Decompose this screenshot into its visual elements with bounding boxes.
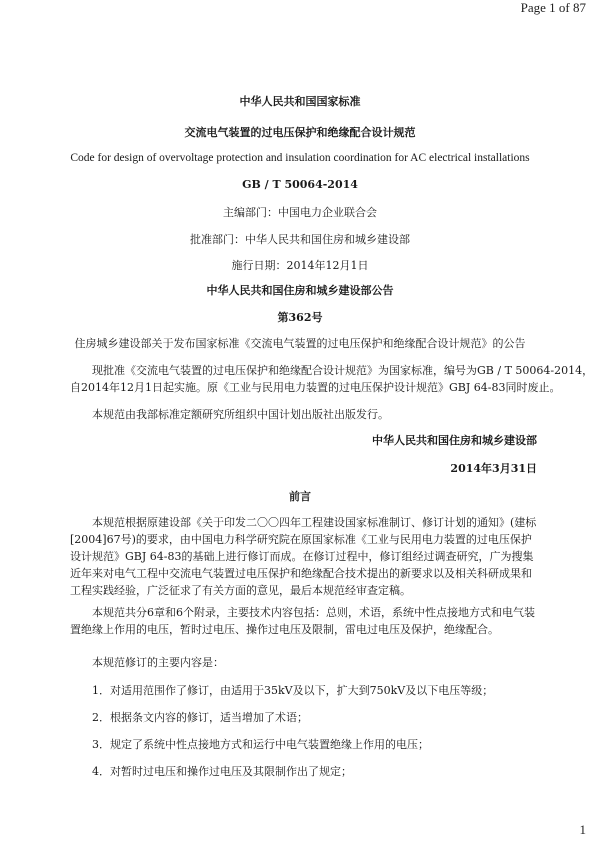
announcement-body-line-2: 自2014年12月1日起实施。原《工业与民用电力装置的过电压保护设计规范》GBJ 64-83同时废止。 bbox=[70, 381, 561, 394]
document-title-english: Code for design of overvoltage protection and insulation coordination for AC electrical installations bbox=[70, 152, 530, 164]
effective-date: 施行日期：2014年12月1日 bbox=[231, 259, 369, 272]
page-number: 1 bbox=[579, 822, 586, 837]
publish-note: 本规范由我部标准定额研究所组织中国计划出版社出版发行。 bbox=[92, 408, 389, 421]
preface-heading: 前言 bbox=[289, 490, 311, 503]
editor-department: 主编部门：中国电力企业联合会 bbox=[223, 206, 377, 219]
signing-date: 2014年3月31日 bbox=[450, 462, 537, 475]
announcement-body-line-1: 现批准《交流电气装置的过电压保护和绝缘配合设计规范》为国家标准，编号为GB / T 50064-2014， bbox=[92, 364, 594, 377]
approval-department: 批准部门：中华人民共和国住房和城乡建设部 bbox=[190, 233, 410, 246]
list-item: 1．对适用范围作了修订，由适用于35kV及以下，扩大到750kV及以下电压等级； bbox=[92, 684, 494, 697]
document-title: 交流电气装置的过电压保护和绝缘配合设计规范 bbox=[184, 126, 416, 139]
list-item: 2．根据条文内容的修订，适当增加了术语； bbox=[92, 711, 308, 724]
list-item: 3．规定了系统中性点接地方式和运行中电气装置绝缘上作用的电压； bbox=[92, 738, 429, 751]
signer: 中华人民共和国住房和城乡建设部 bbox=[372, 434, 537, 447]
list-item: 4．对暂时过电压和操作过电压及其限制作出了规定； bbox=[92, 765, 352, 778]
preface-paragraph-2: 本规范共分6章和6个附录，主要技术内容包括：总则，术语，系统中性点接地方式和电气装置绝缘上作用的电压，暂时过电压、操作过电压及限制，雷电过电压及保护，绝缘配合。 bbox=[70, 606, 535, 636]
announcement-number: 第362号 bbox=[277, 311, 323, 324]
standard-label: 中华人民共和国国家标准 bbox=[239, 95, 361, 108]
preface-paragraph-3: 本规范修订的主要内容是： bbox=[92, 656, 224, 669]
announcement-subject: 住房城乡建设部关于发布国家标准《交流电气装置的过电压保护和绝缘配合设计规范》的公告 bbox=[74, 337, 526, 350]
page-header: Page 1 of 87 bbox=[520, 0, 586, 15]
announcement-heading: 中华人民共和国住房和城乡建设部公告 bbox=[206, 284, 394, 297]
preface-paragraph-1: 本规范根据原建设部《关于印发二〇〇四年工程建设国家标准制订、修订计划的通知》(建标[2004]67号)的要求，由中国电力科学研究院在原国家标准《工业与民用电力装置的过电压保护设计规范》GBJ 64-83的基础上进行修订而成。在修订过程中，修订组经过调查研究，广为搜集近年来对电气工程中交流电气装置过电压保护和绝缘配合技术提出的新要求以及相关科研成果和工程实践经验，广泛征求了有关方面的意见，最后本规范经审查定稿。 bbox=[70, 516, 537, 597]
standard-code: GB / T 50064-2014 bbox=[242, 178, 358, 191]
